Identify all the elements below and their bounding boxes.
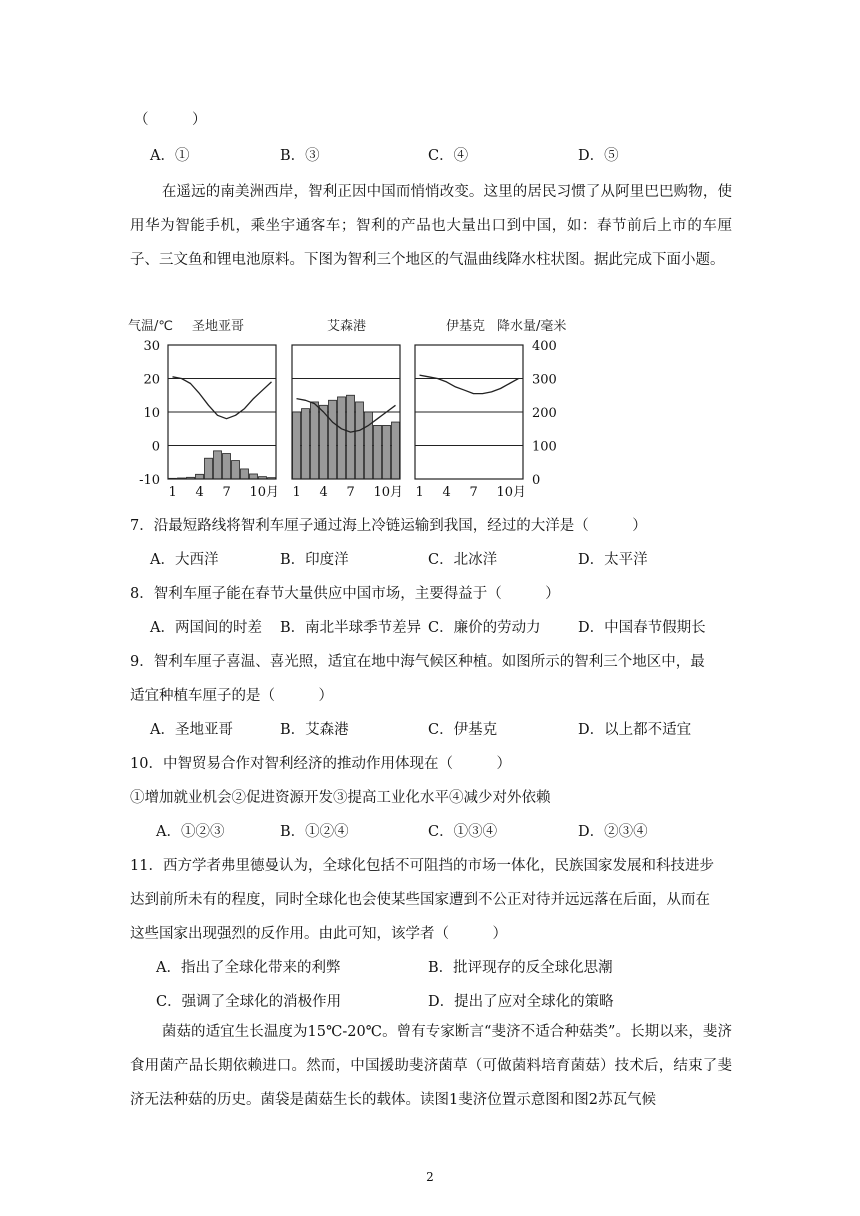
month-tick-label: 7 <box>222 485 231 500</box>
q9-stem-line2: 适宜种植车厘子的是（ ） <box>130 688 333 704</box>
q10-sub: ①增加就业机会②促进资源开发③提高工业化水平④减少对外依赖 <box>130 790 551 806</box>
month-tick-label: 4 <box>442 485 451 500</box>
temp-tick-label: 20 <box>143 372 160 388</box>
q11-option-a: A．指出了全球化带来的利弊 <box>156 960 341 976</box>
q7-option-a: A．大西洋 <box>150 552 219 568</box>
precip-bar <box>214 451 222 479</box>
outro-paragraph: 菌菇的适宜生长温度为15℃-20℃。曾有专家断言“斐济不适合种菇类”。长期以来，斐济食用菌产品长期依赖进口。然而，中国援助斐济菌草（可做菌料培育菌菇）技术后，结束了斐济无法种菇的历史。菌袋是菌菇生长的载体。读图1斐济位置示意图和图2苏瓦气候 <box>130 1024 732 1108</box>
month-tick-label: 10月 <box>373 485 404 500</box>
precip-tick-label: 400 <box>532 339 557 354</box>
q8-option-c: C．廉价的劳动力 <box>428 620 541 636</box>
q9-option-b: B．艾森港 <box>280 722 349 738</box>
precip-bar <box>232 461 240 479</box>
month-tick-label: 1 <box>292 485 301 500</box>
climate-panel-3 <box>415 345 526 500</box>
month-tick-label: 4 <box>319 485 328 500</box>
q10-option-d: D．②③④ <box>578 824 648 840</box>
precip-bar <box>320 405 328 479</box>
answer-paren: （ ） <box>134 112 207 128</box>
precip-bar <box>311 402 319 479</box>
temp-tick-label: 10 <box>143 406 160 421</box>
precip-tick-label: 0 <box>532 473 541 488</box>
precip-bar <box>329 400 337 479</box>
panel-title-aysen: 艾森港 <box>327 319 367 334</box>
precip-tick-label: 200 <box>532 406 557 421</box>
intro-paragraph: 在遥远的南美洲西岸，智利正因中国而悄悄改变。这里的居民习惯了从阿里巴巴购物，使用华为智能手机，乘坐宇通客车；智利的产品也大量出口到中国，如：春节前后上市的车厘子、三文鱼和锂电池原料。下图为智利三个地区的气温曲线降水柱状图。据此完成下面小题。 <box>130 184 732 268</box>
q10-stem: 10．中智贸易合作对智利经济的推动作用体现在（ ） <box>130 756 511 772</box>
q8-option-d: D．中国春节假期长 <box>578 620 706 636</box>
precip-bar <box>293 412 301 479</box>
precip-bar <box>250 474 258 479</box>
q9-stem-line1: 9．智利车厘子喜温、喜光照，适宜在地中海气候区种植。如图所示的智利三个地区中，最 <box>130 654 705 670</box>
q7-option-c: C．北冰洋 <box>428 552 498 568</box>
precip-tick-label: 100 <box>532 439 557 455</box>
precip-bar <box>302 409 310 479</box>
climate-panel-1 <box>168 345 279 500</box>
precip-bar <box>383 425 391 479</box>
q11-option-b: B．批评现存的反全球化思潮 <box>428 960 613 976</box>
q9-option-c: C．伊基克 <box>428 722 498 738</box>
q10-option-a: A．①②③ <box>156 824 225 840</box>
option-c: C．④ <box>428 148 469 164</box>
q8-stem: 8．智利车厘子能在春节大量供应中国市场，主要得益于（ ） <box>130 586 560 602</box>
month-tick-label: 10月 <box>249 485 280 500</box>
panel-title-santiago: 圣地亚哥 <box>192 319 245 334</box>
precip-bar <box>374 425 382 479</box>
precip-bar <box>338 397 346 479</box>
q11-stem-line1: 11．西方学者弗里德曼认为，全球化包括不可阻挡的市场一体化，民族国家发展和科技进步 <box>130 858 714 874</box>
q9-option-d: D．以上都不适宜 <box>578 722 692 738</box>
climate-chart <box>126 312 586 502</box>
precip-bar <box>365 412 373 479</box>
q7-option-b: B．印度洋 <box>280 552 349 568</box>
temp-curve <box>420 375 519 394</box>
panel-title-iquique: 伊基克 <box>446 319 486 334</box>
q7-option-d: D．太平洋 <box>578 552 648 568</box>
option-a: A．① <box>150 148 190 164</box>
temp-tick-label: -10 <box>139 473 160 488</box>
precip-bar <box>223 454 231 479</box>
precip-tick-label: 300 <box>532 372 557 388</box>
q10-option-b: B．①②④ <box>280 824 349 840</box>
page-number: 2 <box>426 1170 434 1184</box>
precip-bar <box>356 402 364 479</box>
month-tick-label: 7 <box>469 485 478 500</box>
month-tick-label: 10月 <box>496 485 527 500</box>
month-tick-label: 1 <box>168 485 177 500</box>
q7-stem: 7．沿最短路线将智利车厘子通过海上冷链运输到我国，经过的大洋是（ ） <box>130 518 647 534</box>
precip-bar <box>205 458 213 479</box>
option-b: B．③ <box>280 148 320 164</box>
temp-axis-label: 气温/℃ <box>128 319 173 334</box>
precip-bar <box>196 474 204 479</box>
precip-bar <box>392 422 400 479</box>
option-d: D．⑤ <box>578 148 619 164</box>
q11-stem-line2: 达到前所未有的程度，同时全球化也会使某些国家遭到不公正对待并远远落在后面，从而在 <box>130 892 710 908</box>
q8-option-b: B．南北半球季节差异 <box>280 620 422 636</box>
temp-tick-label: 0 <box>151 439 160 455</box>
q9-option-a: A．圣地亚哥 <box>150 722 233 738</box>
q11-option-c: C．强调了全球化的消极作用 <box>156 994 342 1010</box>
q10-option-c: C．①③④ <box>428 824 498 840</box>
month-tick-label: 7 <box>346 485 355 500</box>
precip-bar <box>347 395 355 479</box>
q11-option-d: D．提出了应对全球化的策略 <box>428 994 614 1010</box>
temp-tick-label: 30 <box>143 339 160 354</box>
q8-option-a: A．两国间的时差 <box>150 620 262 636</box>
climate-panel-2 <box>292 345 403 500</box>
precip-bar <box>241 469 249 479</box>
month-tick-label: 4 <box>195 485 204 500</box>
q11-stem-line3: 这些国家出现强烈的反作用。由此可知，该学者（ ） <box>130 926 507 942</box>
month-tick-label: 1 <box>415 485 424 500</box>
precip-axis-label: 降水量/毫米 <box>497 319 567 334</box>
